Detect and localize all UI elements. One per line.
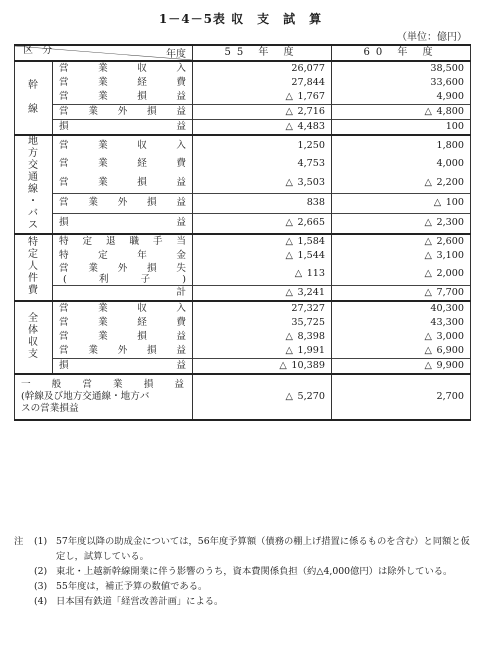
value-60 [332, 135, 471, 155]
cell-value: 2,716 [297, 106, 325, 117]
value-60 [332, 330, 471, 344]
negative-mark: △ [424, 287, 432, 298]
general-label [15, 374, 193, 420]
cell-value: 2,700 [436, 391, 464, 402]
cell-value: 35,725 [291, 317, 325, 328]
cell-value: 10,389 [291, 360, 325, 371]
note-item [14, 594, 470, 609]
table-row [15, 286, 471, 302]
value-60 [332, 263, 471, 286]
general-label-line2: (幹線及び地方交通線・地方バ [21, 391, 150, 402]
value-55 [193, 301, 332, 316]
value-55 [193, 374, 332, 420]
header-corner [15, 45, 193, 61]
cell-value: 1,800 [436, 139, 464, 151]
group-cell [15, 234, 53, 301]
general-row [15, 374, 471, 420]
note-label [14, 564, 34, 579]
group-cell [15, 61, 53, 135]
cell-value: 27,844 [291, 77, 325, 88]
value-60 [332, 105, 471, 120]
table-row [15, 76, 471, 90]
note-number: (2) [34, 566, 48, 577]
value-60 [332, 344, 471, 359]
item-label: 営業収入 [53, 301, 193, 316]
value-60 [332, 155, 471, 174]
budget-table [14, 44, 471, 421]
cell-value: 100 [445, 197, 464, 209]
value-60 [332, 316, 471, 330]
negative-mark: △ [285, 331, 293, 342]
header-year: 年度 [166, 49, 186, 60]
cell-value: 4,000 [436, 158, 464, 170]
table-row [15, 174, 471, 193]
negative-mark: △ [424, 236, 432, 247]
header-row [15, 45, 471, 61]
negative-mark: △ [285, 250, 293, 261]
value-55 [193, 174, 332, 193]
cell-value: 6,900 [436, 345, 464, 356]
note-number: (1) [34, 536, 48, 547]
value-60 [332, 213, 471, 234]
cell-value: 27,327 [291, 303, 325, 314]
note-label: 注 [14, 536, 24, 547]
cell-value: 4,800 [436, 106, 464, 117]
cell-value: 1,584 [297, 236, 325, 247]
negative-mark: △ [285, 287, 293, 298]
group-cell [15, 301, 53, 374]
item-label: 損益 [53, 213, 193, 234]
value-55 [193, 286, 332, 302]
negative-mark: △ [424, 268, 432, 279]
item-label: 営業損益 [53, 330, 193, 344]
cell-value: 100 [445, 121, 464, 132]
group-label: 幹 線 [28, 79, 39, 115]
item-label: 営業経費 [53, 76, 193, 90]
value-55 [193, 76, 332, 90]
cell-value: 2,200 [436, 177, 464, 189]
item-label: 計 [53, 286, 193, 302]
value-60 [332, 76, 471, 90]
cell-value: 4,900 [436, 91, 464, 102]
cell-value: 38,500 [430, 63, 464, 74]
value-55 [193, 61, 332, 76]
value-60 [332, 301, 471, 316]
cell-value: 8,398 [297, 331, 325, 342]
value-55 [193, 90, 332, 105]
table-row [15, 301, 471, 316]
table-row [15, 263, 471, 286]
note-text: 日本国有鉄道「経営改善計画」による。 [56, 596, 224, 607]
negative-mark: △ [433, 197, 442, 209]
header-col-55: 55 年 度 [193, 45, 332, 61]
item-label: 営業外損益 [53, 105, 193, 120]
group-cell [15, 135, 53, 234]
group-label: 特 定 人 件 費 [28, 237, 39, 296]
note-text: 東北・上越新幹線開業に伴う影響のうち，資本費関係負担（約△4,000億円）は除外している。 [56, 566, 453, 577]
group-label: 地 方 交 通 線 ・ バ ス [28, 136, 39, 231]
negative-mark: △ [285, 91, 293, 102]
header-kubun: 区 分 [23, 45, 56, 56]
cell-value: 113 [306, 268, 325, 279]
cell-value: 43,300 [430, 317, 464, 328]
cell-value: 40,300 [430, 303, 464, 314]
value-60 [332, 286, 471, 302]
general-label-line1: 一般営業損益 [21, 379, 186, 390]
cell-value: 3,100 [436, 250, 464, 261]
value-60 [332, 120, 471, 136]
cell-value: 33,600 [430, 77, 464, 88]
item-label: 営業収入 [53, 135, 193, 155]
cell-value: 2,300 [436, 217, 464, 229]
negative-mark: △ [424, 177, 432, 189]
negative-mark: △ [424, 217, 432, 229]
unit-label: （単位：億円） [397, 32, 467, 43]
general-label-line3: スの営業損益 [21, 403, 79, 414]
table-row [15, 234, 471, 249]
table-row [15, 316, 471, 330]
value-55 [193, 316, 332, 330]
note-number: (3) [34, 581, 48, 592]
note-text: 57年度以降の助成金については，56年度予算額（債務の棚上げ措置に係るものを含む）と同額と仮定し，試算している。 [56, 536, 470, 562]
notes [14, 534, 470, 609]
value-60 [332, 359, 471, 375]
table-row [15, 61, 471, 76]
note-text: 55年度は，補正予算の数値である。 [56, 581, 208, 592]
cell-value: 4,483 [297, 121, 325, 132]
cell-value: 3,000 [436, 331, 464, 342]
value-55 [193, 330, 332, 344]
cell-value: 7,700 [436, 287, 464, 298]
item-label: 営業損益 [53, 90, 193, 105]
table-row [15, 105, 471, 120]
header-col-60: 60 年 度 [332, 45, 471, 61]
negative-mark: △ [285, 345, 293, 356]
value-55 [193, 155, 332, 174]
group-label: 全 体 収 支 [28, 313, 39, 360]
negative-mark: △ [424, 331, 432, 342]
item-label: 特定年金 [53, 249, 193, 263]
item-label: 損益 [53, 120, 193, 136]
item-label: 営業外損益 [53, 344, 193, 359]
item-label: 営業外損失 (利子) [53, 263, 193, 286]
item-label: 営業経費 [53, 316, 193, 330]
table-row [15, 135, 471, 155]
value-60 [332, 90, 471, 105]
negative-mark: △ [424, 345, 432, 356]
cell-value: 4,753 [297, 158, 325, 170]
value-60 [332, 193, 471, 213]
cell-value: 2,600 [436, 236, 464, 247]
item-label: 特定退職手当 [53, 234, 193, 249]
value-55 [193, 344, 332, 359]
table-row [15, 120, 471, 136]
negative-mark: △ [285, 236, 293, 247]
cell-value: 3,241 [297, 287, 325, 298]
value-55 [193, 120, 332, 136]
value-60 [332, 234, 471, 249]
table-row [15, 90, 471, 105]
negative-mark: △ [285, 217, 293, 229]
item-label: 損益 [53, 359, 193, 375]
cell-value: 9,900 [436, 360, 464, 371]
cell-value: 1,544 [297, 250, 325, 261]
value-55 [193, 234, 332, 249]
negative-mark: △ [424, 360, 432, 371]
table-row [15, 330, 471, 344]
negative-mark: △ [285, 106, 293, 117]
note-label [14, 594, 34, 609]
value-55 [193, 105, 332, 120]
value-55 [193, 249, 332, 263]
item-label: 営業収入 [53, 61, 193, 76]
value-55 [193, 135, 332, 155]
table-row [15, 249, 471, 263]
value-60 [332, 249, 471, 263]
value-55 [193, 359, 332, 375]
value-60 [332, 374, 471, 420]
negative-mark: △ [424, 250, 432, 261]
negative-mark: △ [285, 391, 293, 402]
cell-value: 2,000 [436, 268, 464, 279]
note-number: (4) [34, 596, 48, 607]
cell-value: 26,077 [291, 63, 325, 74]
negative-mark: △ [285, 121, 293, 132]
item-label: 営業経費 [53, 155, 193, 174]
note-item [14, 564, 470, 579]
table-row [15, 359, 471, 375]
value-60 [332, 61, 471, 76]
negative-mark: △ [424, 106, 432, 117]
item-label: 営業損益 [53, 174, 193, 193]
table-row [15, 193, 471, 213]
value-55 [193, 193, 332, 213]
negative-mark: △ [285, 177, 293, 189]
cell-value: 1,767 [297, 91, 325, 102]
negative-mark: △ [279, 360, 287, 371]
cell-value: 5,270 [297, 391, 325, 402]
value-55 [193, 263, 332, 286]
table-row [15, 155, 471, 174]
cell-value: 3,503 [297, 177, 325, 189]
note-label [14, 579, 34, 594]
cell-value: 2,665 [297, 217, 325, 229]
note-item [14, 534, 470, 564]
table-row [15, 344, 471, 359]
table-title: 1－4－5表 収 支 試 算 [158, 12, 323, 26]
value-55 [193, 213, 332, 234]
cell-value: 838 [306, 197, 325, 209]
negative-mark: △ [294, 268, 303, 279]
note-item [14, 579, 470, 594]
cell-value: 1,250 [297, 139, 325, 151]
table-row [15, 213, 471, 234]
value-60 [332, 174, 471, 193]
item-label: 営業外損益 [53, 193, 193, 213]
cell-value: 1,991 [297, 345, 325, 356]
